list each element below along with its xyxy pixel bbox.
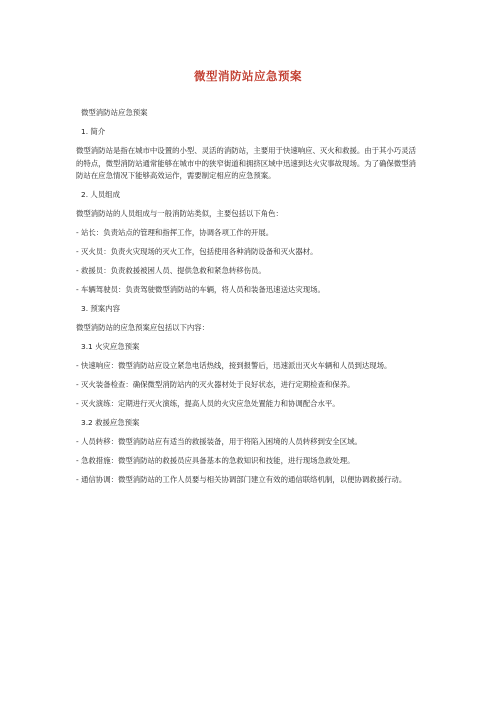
list-item: - 灭火装备检查：确保微型消防站内的灭火器材处于良好状态，进行定期检查和保养。 [76, 379, 355, 389]
subsection-heading: 3.2 救援应急预案 [81, 417, 140, 427]
subtitle-paragraph: 微型消防站应急预案 [81, 108, 148, 117]
section-heading: 3. 预案内容 [81, 304, 120, 314]
list-item: - 救援员：负责救援被困人员、提供急救和紧急转移伤员。 [76, 266, 266, 276]
list-item: - 快速响应：微型消防站应设立紧急电话热线，接到报警后，迅速派出灭火车辆和人员到达现场。 [76, 361, 392, 370]
list-item: - 灭火员：负责火灾现场的灭火工作，包括使用各种消防设备和灭火器材。 [76, 247, 318, 257]
subsection-heading: 3.1 火灾应急预案 [81, 342, 140, 352]
list-item: - 车辆驾驶员：负责驾驶微型消防站的车辆，将人员和装备迅速送达灾现场。 [76, 285, 325, 295]
body-paragraph: 微型消防站的人员组成与一般消防站类似，主要包括以下角色： [76, 209, 283, 219]
list-item: - 人员转移：微型消防站应有适当的救援装备，用于将陷入困境的人员转移到安全区域。 [76, 436, 362, 446]
document-title: 微型消防站应急预案 [194, 69, 302, 83]
body-paragraph: 微型消防站是指在城市中设置的小型、灵活的消防站，主要用于快速响应、灭火和救援。由于其小巧灵活的特点，微型消防站通常能够在城市中的狭窄街道和拥挤区域中迅速到达火灾事故现场。为了确保微型消防站在应急情况下能够高效运作，需要制定相应的应急预案。 [76, 145, 416, 181]
section-heading: 2. 人员组成 [81, 190, 120, 200]
body-paragraph: 微型消防站的应急预案应包括以下内容： [76, 323, 210, 333]
list-item: - 灭火演练：定期进行灭火演练，提高人员的火灾应急处置能力和协调配合水平。 [76, 398, 340, 408]
list-item: - 站长：负责站点的管理和指挥工作，协调各项工作的开展。 [76, 228, 274, 238]
section-heading: 1. 简介 [81, 126, 106, 136]
list-item: - 急救措施：微型消防站的救援员应具备基本的急救知识和技能，进行现场急救处理。 [76, 455, 355, 465]
document-body [76, 107, 422, 493]
list-item: - 通信协调：微型消防站的工作人员要与相关协调部门建立有效的通信联络机制，以便协调救援行动。 [76, 474, 407, 484]
